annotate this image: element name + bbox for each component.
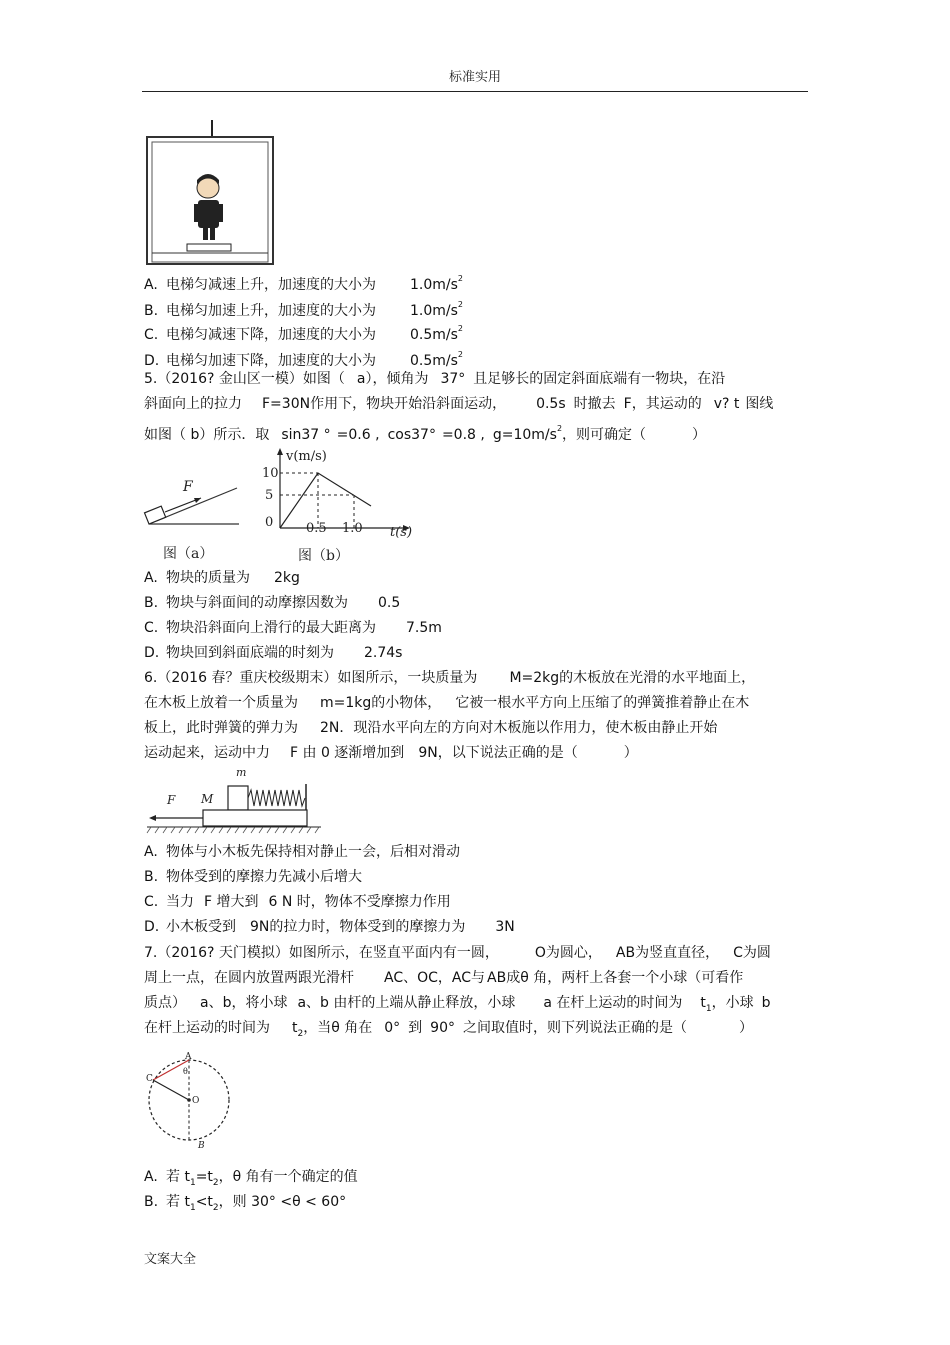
y-axis-label: v(m/s) <box>286 449 327 464</box>
label-b: B <box>198 1141 205 1148</box>
label-a: A <box>185 1052 192 1062</box>
q5-figure-a <box>143 472 243 564</box>
q6-option-c[interactable]: C. 当力 F 增大到 6 N 时，物体不受摩擦力作用 <box>144 894 451 910</box>
q6-figure <box>143 764 323 838</box>
figure-b-caption: 图（b） <box>298 548 349 564</box>
q5-stem-line-1: 5.（2016? 金山区一模）如图（ a），倾角为 37° 且足够长的固定斜面底端有一物块，在沿 <box>144 371 726 387</box>
rod-oc <box>153 1080 189 1100</box>
q6-option-d[interactable]: D. 小木板受到 9N的拉力时，物体受到的摩擦力为 3N <box>144 919 515 935</box>
big-mass-label: M <box>201 792 214 806</box>
x-tick-0-5: 0.5 <box>306 521 327 536</box>
q5-option-d[interactable]: D. 物块回到斜面底端的时刻为 2.74s <box>144 645 403 661</box>
q5-stem-line-3: 如图（ b）所示．取 sin37 ° =0.6 , cos37° =0.8 , $g=10m/s^2$，则可确定（ ） <box>144 424 707 443</box>
q5-option-c[interactable]: C. 物块沿斜面向上滑行的最大距离为 7.5m <box>144 620 442 636</box>
header-rule <box>142 91 808 92</box>
q6-stem-line-1: 6.（2016 春？重庆校级期末）如图所示，一块质量为 M=2kg的木板放在光滑的水平地面上， <box>144 670 756 686</box>
page-footer: 文案大全 <box>144 1252 197 1267</box>
q4-option-b[interactable]: B. 电梯匀加速上升，加速度的大小为 $1.0m/s^2$ <box>144 300 464 319</box>
y-tick-0: 0 <box>265 515 274 530</box>
label-o: O <box>192 1096 200 1106</box>
q7-stem-line-2: 周上一点，在圆内放置两跟光滑杆 AC、OC，AC与 AB成θ 角，两杆上各套一个小球（可看作 <box>144 970 744 986</box>
q5-figure-b <box>256 444 426 566</box>
x-tick-1-0: 1.0 <box>342 521 363 536</box>
q7-stem-line-3: 质点） a、b，将小球 a、b 由杆的上端从静止释放，小球 a 在杆上运动的时间为 $t_1$，小球 b <box>144 995 771 1014</box>
ground-hatch <box>147 827 319 833</box>
q6-stem-line-2: 在木板上放着一个质量为 m=1kg的小物体， 它被一根水平方向上压缩了的弹簧推着静止在木 <box>144 695 750 711</box>
y-tick-5: 5 <box>265 488 274 503</box>
person-icon <box>194 174 223 240</box>
small-block <box>228 786 248 810</box>
q6-stem-line-4: 运动起来，运动中力 F 由 0 逐渐增加到 9N，以下说法正确的是（ ） <box>144 745 638 761</box>
force-label: F <box>167 793 176 807</box>
label-c: C <box>146 1074 153 1084</box>
q5-option-a[interactable]: A. 物块的质量为 2kg <box>144 570 300 586</box>
block-icon <box>145 506 166 524</box>
spring-icon <box>248 790 305 806</box>
label-theta: θ <box>183 1067 188 1076</box>
q4-option-a[interactable]: A. 电梯匀减速上升，加速度的大小为 $1.0m/s^2$ <box>144 274 464 293</box>
q6-option-b[interactable]: B. 物体受到的摩擦力先减小后增大 <box>144 869 362 885</box>
q7-figure <box>143 1052 239 1148</box>
q7-option-a[interactable]: A. 若 $t_1=t_2$，θ 角有一个确定的值 <box>144 1169 358 1188</box>
elevator-figure <box>145 120 275 266</box>
y-tick-10: 10 <box>262 466 279 481</box>
q5-stem-line-2: 斜面向上的拉力 F=30N作用下，物块开始沿斜面运动， 0.5s 时撤去 F，其运动的 v? t 图线 <box>144 396 774 412</box>
q6-option-a[interactable]: A. 物体与小木板先保持相对静止一会，后相对滑动 <box>144 844 460 860</box>
q7-stem-line-4: 在杆上运动的时间为 $t_2$，当θ 角在 0° 到 90° 之间取值时，则下列说法正确的是（ ） <box>144 1020 753 1039</box>
q7-stem-line-1: 7.（2016? 天门模拟）如图所示，在竖直平面内有一圆， O为圆心， AB为竖直直径， C为圆 <box>144 945 771 961</box>
small-mass-label: m <box>236 766 247 779</box>
big-board <box>203 810 307 826</box>
q5-option-b[interactable]: B. 物块与斜面间的动摩擦因数为 0.5 <box>144 595 401 611</box>
q7-option-b[interactable]: B. 若 $t_1<t_2$，则 30° <θ < 60° <box>144 1194 347 1213</box>
figure-a-caption: 图（a） <box>163 546 214 562</box>
center-dot <box>187 1098 191 1102</box>
page-header: 标准实用 <box>448 70 501 85</box>
v-t-line <box>280 473 371 528</box>
q4-option-c[interactable]: C. 电梯匀减速下降，加速度的大小为 $0.5m/s^2$ <box>144 324 464 343</box>
q4-option-d[interactable]: D. 电梯匀加速下降，加速度的大小为 $0.5m/s^2$ <box>144 350 464 369</box>
x-axis-label: t(s) <box>390 525 413 540</box>
q6-stem-line-3: 板上，此时弹簧的弹力为 2N．现沿水平向左的方向对木板施以作用力，使木板由静止开始 <box>144 720 718 736</box>
force-label: F <box>183 479 193 495</box>
